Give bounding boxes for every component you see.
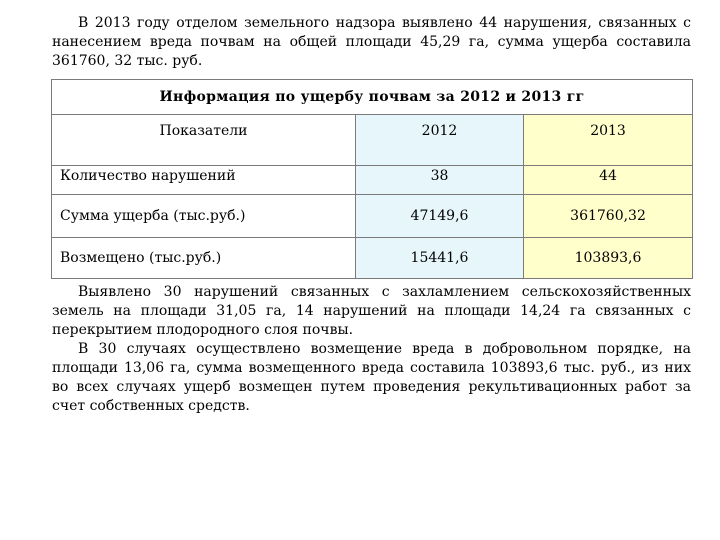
header-year-2013: 2013 xyxy=(524,115,693,166)
header-year-2012: 2012 xyxy=(356,115,524,166)
table-row xyxy=(52,166,693,195)
cell-compensated-2012: 15441,6 xyxy=(356,238,524,279)
header-indicators: Показатели xyxy=(52,115,356,166)
cell-damage-2012: 47149,6 xyxy=(356,195,524,238)
violations-paragraph: Выявлено 30 нарушений связанных с захламлением сельскохозяйственных земель на площади 31,05 га, 14 нарушений на площади 14,24 га связанных с перекрытием плодородного слоя почвы. xyxy=(52,284,691,338)
document-page xyxy=(52,14,691,416)
row-label-compensated: Возмещено (тыс.руб.) xyxy=(52,238,356,279)
cell-damage-2013: 361760,32 xyxy=(524,195,693,238)
table-row xyxy=(52,195,693,238)
cell-compensated-2013: 103893,6 xyxy=(524,238,693,279)
table-header-row xyxy=(52,115,693,166)
cell-violations-2012: 38 xyxy=(356,166,524,195)
cell-violations-2013: 44 xyxy=(524,166,693,195)
intro-paragraph: В 2013 году отделом земельного надзора выявлено 44 нарушения, связанных с нанесением вреда почвам на общей площади 45,29 га, сумма ущерба составила 361760, 32 тыс. руб. xyxy=(52,15,691,69)
table-row xyxy=(52,238,693,279)
row-label-violations: Количество нарушений xyxy=(52,166,356,195)
compensation-paragraph: В 30 случаях осуществлено возмещение вреда в добровольном порядке, на площади 13,06 га, сумма возмещенного вреда составила 103893,6 тыс. руб., из них во всех случаях ущерб возмещен путем проведения рекультивационных работ за счет собственных средств. xyxy=(52,341,691,414)
table-title-row xyxy=(52,80,693,115)
row-label-damage-sum: Сумма ущерба (тыс.руб.) xyxy=(52,195,356,238)
table-title: Информация по ущербу почвам за 2012 и 2013 гг xyxy=(52,80,693,115)
damage-table xyxy=(51,79,693,279)
